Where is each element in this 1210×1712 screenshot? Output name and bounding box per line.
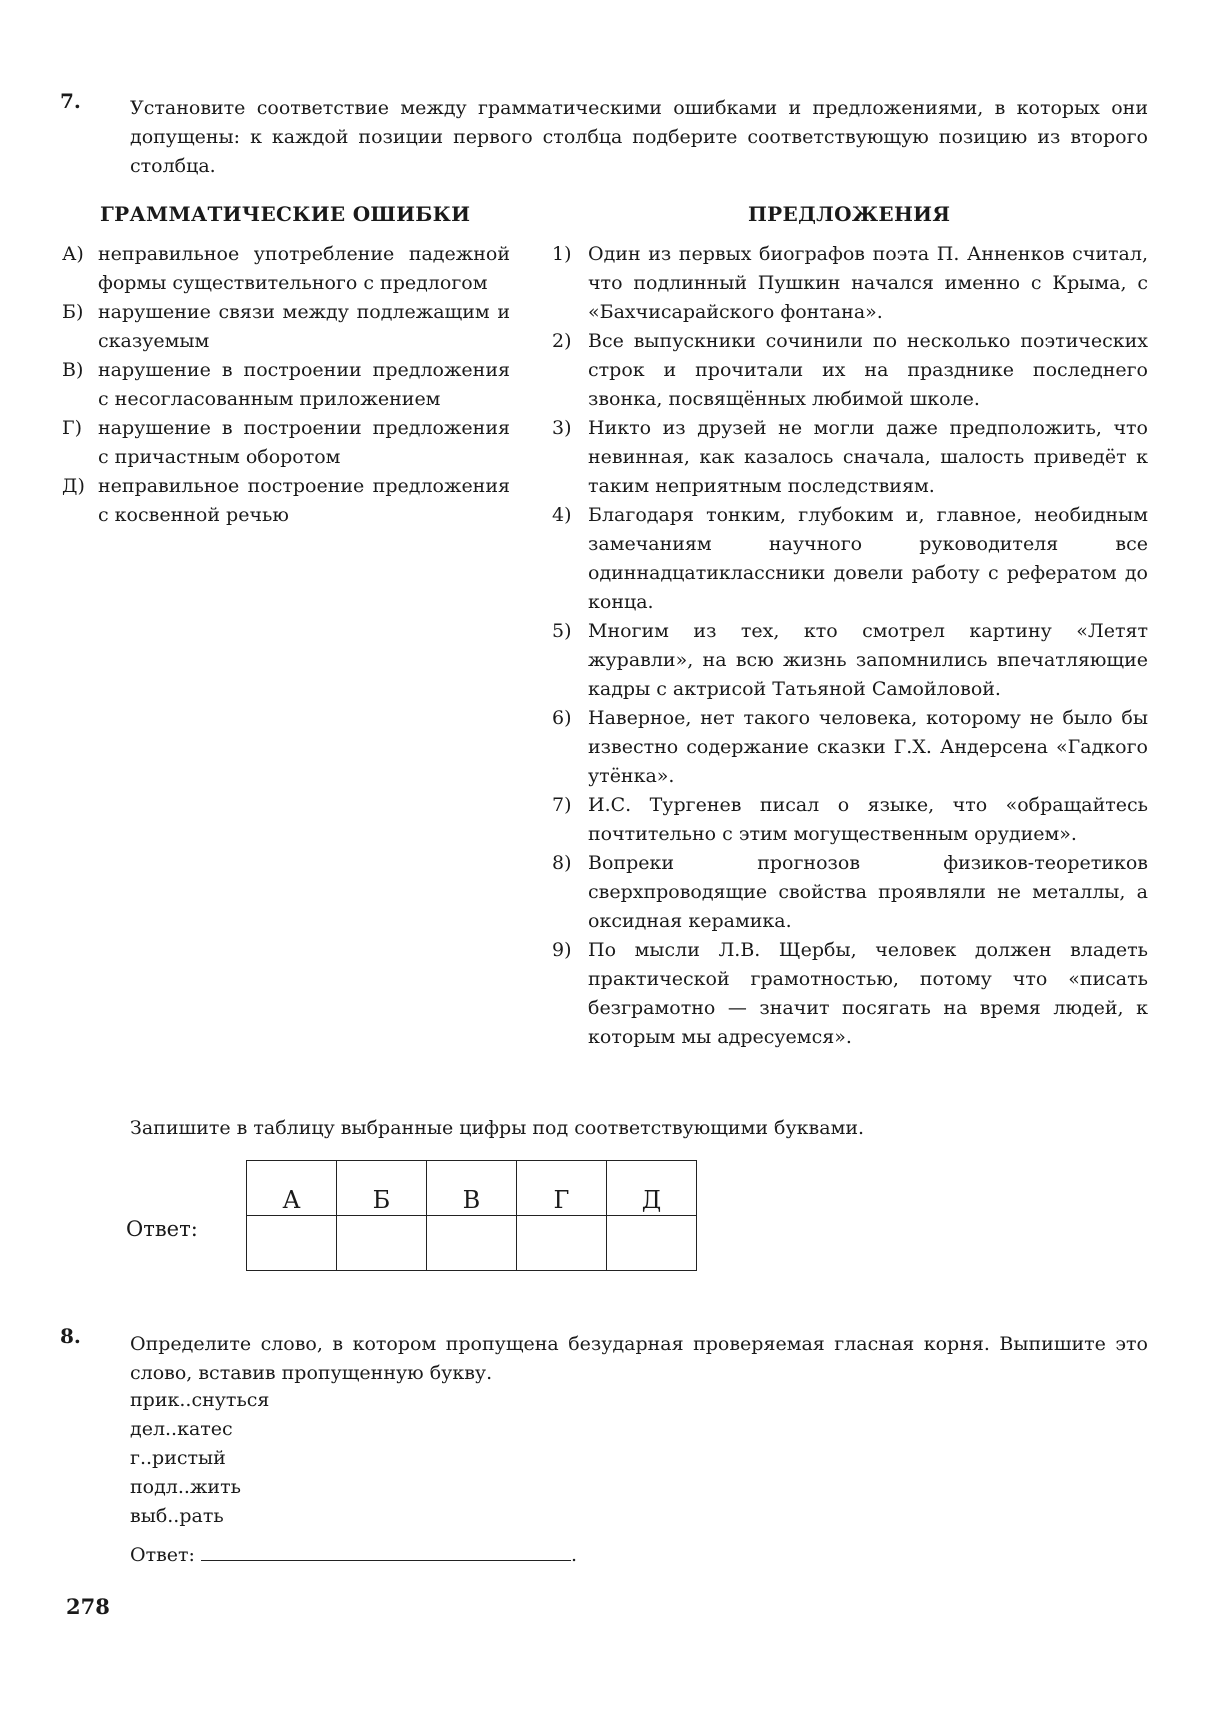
answer-cell-g[interactable] [517,1216,607,1271]
errors-column-header: ГРАММАТИЧЕСКИЕ ОШИБКИ [100,202,471,226]
error-item: Д) неправильное построение предложения с косвенной речью [62,475,510,526]
error-item: Б) нарушение связи между подлежащим и сказуемым [62,301,510,352]
error-item: Г) нарушение в построении предложения с причастным оборотом [62,417,510,468]
word-options [130,1386,269,1531]
sentence-item: 8) Вопреки прогнозов физиков-теоретиков сверхпроводящие свойства проявляли не металлы, а оксидная керамика. [552,852,1148,932]
sentence-item: 7) И.С. Тургенев писал о языке, что «обращайтесь почтительно с этим могущественным орудием». [552,794,1148,845]
page-number: 278 [66,1594,110,1619]
answer-cell-d[interactable] [607,1216,697,1271]
column-letter: А [247,1161,337,1216]
task-7-number: 7. [60,89,81,113]
sentence-item: 3) Никто из друзей не могли даже предположить, что невинная, как казалось сначала, шалость приведёт к таким неприятным последствиям. [552,417,1148,497]
answer-cell-v[interactable] [427,1216,517,1271]
sentence-item: 4) Благодаря тонким, глубоким и, главное, необидным замечаниям научного руководителя все одиннадцатиклассники довели работу с рефератом до конца. [552,504,1148,613]
answer-label: Ответ: [126,1217,198,1241]
answer-period: . [571,1544,578,1566]
answer-cell-a[interactable] [247,1216,337,1271]
column-letter: Б [337,1161,427,1216]
task-8-instruction: Определите слово, в котором пропущена безударная проверяемая гласная корня. Выпишите это слово, вставив пропущенную букву. [130,1333,1148,1384]
sentence-item: 9) По мысли Л.В. Щербы, человек должен владеть практической грамотностью, потому что «писать безграмотно — значит посягать на время людей, к которым мы адресуемся». [552,939,1148,1048]
word-option: выб..рать [130,1505,224,1527]
sentences-list [552,240,1148,1052]
sentence-item: 5) Многим из тех, кто смотрел картину «Летят журавли», на всю жизнь запомнились впечатляющие кадры с актрисой Татьяной Самойловой. [552,620,1148,700]
error-item: В) нарушение в построении предложения с несогласованным приложением [62,359,510,410]
word-option: г..ристый [130,1447,226,1469]
task-8-number: 8. [60,1324,81,1348]
sentence-item: 6) Наверное, нет такого человека, которому не было бы известно содержание сказки Г.Х. Андерсена «Гадкого утёнка». [552,707,1148,787]
errors-list [62,240,510,530]
word-option: прик..снуться [130,1389,270,1411]
word-option: подл..жить [130,1476,241,1498]
task-8-answer [130,1540,577,1570]
column-letter: Г [517,1161,607,1216]
sentence-item: 2) Все выпускники сочинили по несколько поэтических строк и прочитали их на празднике последнего звонка, посвящённых любимой школе. [552,330,1148,410]
column-letter: В [427,1161,517,1216]
answer-cell-b[interactable] [337,1216,427,1271]
column-letter: Д [607,1161,697,1216]
word-option: дел..катес [130,1418,233,1440]
sentences-column-header: ПРЕДЛОЖЕНИЯ [748,202,951,226]
table-instruction: Запишите в таблицу выбранные цифры под соответствующими буквами. [130,1117,865,1139]
answer-table-input-row [247,1216,697,1271]
sentence-item: 1) Один из первых биографов поэта П. Анненков считал, что подлинный Пушкин начался именно с Крыма, с «Бахчисарайского фонтана». [552,243,1148,323]
task-7-instruction: Установите соответствие между грамматическими ошибками и предложениями, в которых они допущены: к каждой позиции первого столбца подберите соответствующую позицию из второго столбца. [130,97,1148,177]
error-item: А) неправильное употребление падежной формы существительного с предлогом [62,243,510,294]
answer-blank-line[interactable] [201,1540,571,1561]
answer-table-header-row [247,1161,697,1216]
answer-table [246,1160,697,1271]
answer-label: Ответ: [130,1544,195,1566]
